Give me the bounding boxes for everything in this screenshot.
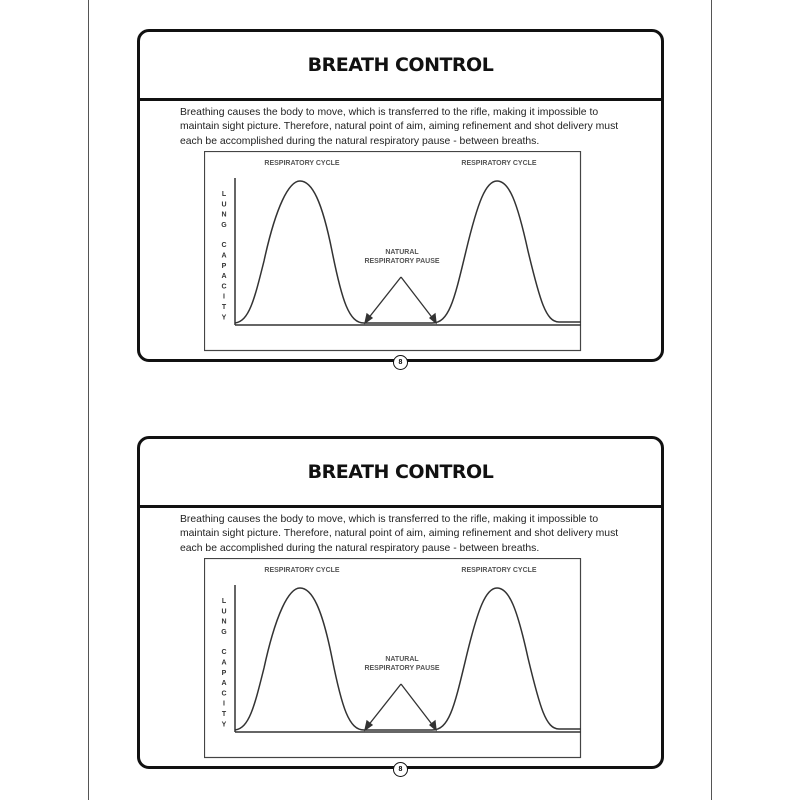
slide-header — [140, 32, 661, 101]
cycle-label-2: RESPIRATORY CYCLE — [461, 160, 537, 167]
page-number: 8 — [393, 762, 408, 777]
y-axis-label-letter: G — [221, 221, 227, 229]
pause-label-line1: NATURAL — [385, 656, 419, 663]
slide-title: BREATH CONTROL — [307, 461, 494, 483]
y-axis-label-letter: A — [221, 680, 227, 688]
slide-header — [140, 439, 661, 508]
pause-label-line1: NATURAL — [385, 249, 419, 256]
slide — [137, 29, 664, 366]
y-axis-label-letter: C — [221, 649, 227, 657]
y-axis-label-letter: I — [223, 700, 225, 708]
y-axis-label-letter: A — [221, 273, 227, 281]
y-axis-label-letter: T — [221, 711, 227, 718]
pause-label-line2: RESPIRATORY PAUSE — [364, 258, 440, 265]
y-axis-label-letter: G — [221, 628, 227, 636]
cycle-label-1: RESPIRATORY CYCLE — [264, 160, 340, 167]
y-axis-label-letter: U — [221, 608, 227, 616]
slide-title: BREATH CONTROL — [307, 54, 494, 76]
cycle-label-1: RESPIRATORY CYCLE — [264, 567, 340, 574]
y-axis-label-letter: L — [221, 191, 227, 198]
y-axis-label-letter: U — [221, 201, 227, 209]
y-axis-label-letter: P — [221, 262, 227, 270]
y-axis-label-letter: P — [221, 669, 227, 677]
breathing-diagram — [204, 558, 582, 759]
page-number: 8 — [393, 355, 408, 370]
y-axis-label-letter: A — [221, 659, 227, 667]
slide-body-text: Breathing causes the body to move, which is transferred to the rifle, making it impossible to maintain sight picture. Therefore, natural point of aim, aiming refinement and shot delivery must each be accomplished during the natural respiratory pause - between breaths. — [180, 514, 619, 554]
y-axis-label-letter: L — [221, 598, 227, 605]
slide-body-text: Breathing causes the body to move, which is transferred to the rifle, making it impossible to maintain sight picture. Therefore, natural point of aim, aiming refinement and shot delivery must each be accomplished during the natural respiratory pause - between breaths. — [180, 107, 619, 147]
page-right-edge — [711, 0, 712, 800]
y-axis-label-letter: I — [223, 293, 225, 301]
y-axis-label-letter: T — [221, 304, 227, 311]
pause-label-line2: RESPIRATORY PAUSE — [364, 665, 440, 672]
page-left-edge — [88, 0, 89, 800]
y-axis-label-letter: N — [221, 211, 227, 219]
y-axis-label-letter: Y — [221, 314, 227, 322]
y-axis-label-letter: C — [221, 283, 227, 291]
breathing-diagram — [204, 151, 582, 352]
y-axis-label-letter: Y — [221, 721, 227, 729]
y-axis-label-letter: A — [221, 252, 227, 260]
y-axis-label-letter: C — [221, 242, 227, 250]
cycle-label-2: RESPIRATORY CYCLE — [461, 567, 537, 574]
y-axis-label-letter: N — [221, 618, 227, 626]
y-axis-label-letter: C — [221, 690, 227, 698]
slide — [137, 436, 664, 773]
